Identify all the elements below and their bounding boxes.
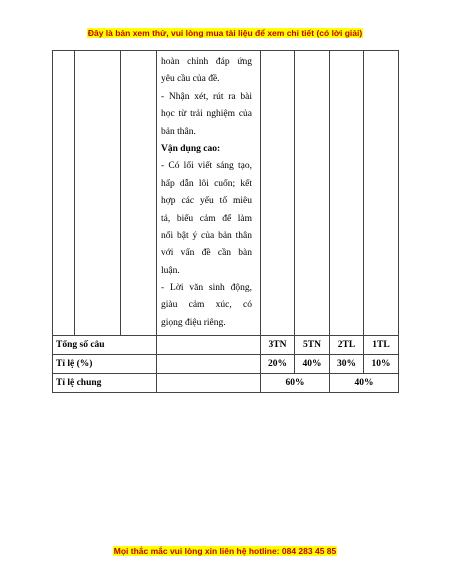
ratio-empty <box>157 355 261 374</box>
overall-ratio-row <box>53 374 399 393</box>
preview-notice-banner <box>0 28 450 38</box>
ratio-row <box>53 355 399 374</box>
criteria-line: giọng điệu riêng. <box>161 317 226 328</box>
overall-ratio-empty <box>157 374 261 393</box>
total-questions-value: 3TN <box>261 336 295 355</box>
count-cell-2 <box>295 51 330 336</box>
total-questions-empty <box>157 336 261 355</box>
total-questions-value: 2TL <box>330 336 364 355</box>
count-cell-4 <box>364 51 399 336</box>
criteria-line: hoàn chỉnh đáp ứng <box>161 57 252 67</box>
total-questions-value: 1TL <box>364 336 399 355</box>
criteria-lines <box>161 54 252 332</box>
ratio-label: Tỉ lệ (%) <box>53 355 157 374</box>
criteria-line: bản thân. <box>161 126 196 137</box>
content-continuation-row <box>53 51 399 336</box>
criteria-line: luận. <box>161 265 180 276</box>
criteria-line: học từ trải nghiệm của <box>161 109 252 120</box>
overall-ratio-value: 40% <box>330 374 399 393</box>
count-cell-1 <box>261 51 295 336</box>
overall-ratio-label: Tỉ lệ chung <box>53 374 157 393</box>
col-chapter-cell <box>75 51 121 336</box>
ratio-value: 20% <box>261 355 295 374</box>
ratio-value: 40% <box>295 355 330 374</box>
criteria-line: với vấn đề cần bàn <box>161 248 252 259</box>
test-matrix-table <box>52 50 399 393</box>
ratio-value: 10% <box>364 355 399 374</box>
total-questions-value: 5TN <box>295 336 330 355</box>
ratio-value: 30% <box>330 355 364 374</box>
criteria-line: hấp dẫn lôi cuốn; kết <box>161 178 252 189</box>
count-cell-3 <box>330 51 364 336</box>
overall-ratio-value: 60% <box>261 374 330 393</box>
criteria-line: nổi bật ý của bản thân <box>161 230 252 241</box>
col-index-cell <box>53 51 75 336</box>
criteria-line: giàu cảm xúc, có <box>161 300 252 311</box>
criteria-line: - Có lối viết sáng tạo, <box>161 161 252 172</box>
hotline-text: Mọi thắc mắc vui lòng xin liên hệ hotline: 084 283 45 85 <box>113 546 337 556</box>
criteria-line: tả, biểu cảm để làm <box>161 213 252 224</box>
assessment-criteria-cell <box>157 51 261 336</box>
preview-notice-text: Đây là bản xem thử, vui lòng mua tài liệu để xem chi tiết (có lời giải) <box>87 28 363 38</box>
total-questions-row <box>53 336 399 355</box>
criteria-line: yêu cầu của đề. <box>161 74 220 85</box>
criteria-line: Vận dụng cao: <box>161 143 221 154</box>
criteria-line: - Lời văn sinh động, <box>161 283 252 294</box>
criteria-line: - Nhận xét, rút ra bài <box>161 91 252 102</box>
hotline-banner <box>0 546 450 556</box>
col-content-cell <box>121 51 157 336</box>
total-questions-label: Tổng số câu <box>53 336 157 355</box>
criteria-line: hợp các yếu tố miêu <box>161 196 252 207</box>
